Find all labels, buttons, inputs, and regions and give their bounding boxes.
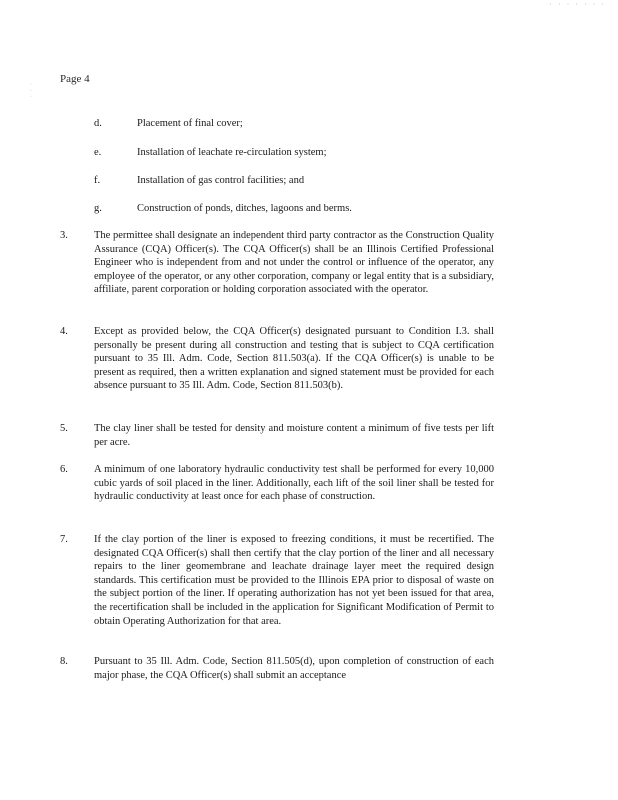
- condition-number: 3.: [60, 230, 68, 241]
- condition-text: The clay liner shall be tested for density and moisture content a minimum of five tests per lift per acre.: [94, 423, 494, 448]
- list-marker: g.: [94, 203, 102, 214]
- list-text: Installation of leachate re-circulation system;: [137, 147, 327, 158]
- condition-number: 7.: [60, 534, 68, 545]
- condition-text: Pursuant to 35 Ill. Adm. Code, Section 811.505(d), upon completion of construction of each major phase, the CQA Officer(s) shall submit an acceptance: [94, 656, 494, 681]
- condition-number: 6.: [60, 464, 68, 475]
- condition-text: The permittee shall designate an independent third party contractor as the Construction Quality Assurance (CQA) Officer(s). The CQA Officer(s) shall be an Illinois Certified Professional Engineer who is independent from and not under the control or influence of the operator, any employee of the operator, or any other corporation, company or legal entity that is a subsidiary, affiliate, parent corporation or holding corporation associated with the operator.: [94, 230, 494, 296]
- page-number: Page 4: [60, 73, 90, 85]
- condition-text: Except as provided below, the CQA Officer(s) designated pursuant to Condition I.3. shall personally be present during all construction and testing that is subject to CQA certification pursuant to 35 Ill. Adm. Code, Section 811.503(a). If the CQA Officer(s) is unable to be present as required, then a written explanation and signed statement must be provided for each absence pursuant to 35 Ill. Adm. Code, Section 811.503(b).: [94, 326, 494, 392]
- condition-number: 5.: [60, 423, 68, 434]
- condition-number: 4.: [60, 326, 68, 337]
- condition-text: A minimum of one laboratory hydraulic conductivity test shall be performed for every 10,000 cubic yards of soil placed in the liner. Additionally, each lift of the soil liner shall be tested for hydraulic conductivity at least once for each phase of construction.: [94, 464, 494, 503]
- scan-artifact-margin: · · ·: [30, 82, 32, 100]
- list-text: Installation of gas control facilities; and: [137, 175, 305, 186]
- list-marker: d.: [94, 118, 102, 129]
- scan-artifact: · · · · · · ·: [549, 0, 606, 9]
- condition-number: 8.: [60, 656, 68, 667]
- list-marker: f.: [94, 175, 101, 186]
- list-marker: e.: [94, 147, 102, 158]
- condition-text: If the clay portion of the liner is exposed to freezing conditions, it must be recertified. The designated CQA Officer(s) shall then certify that the clay portion of the liner and all necessary repairs to the liner geomembrane and leachate drainage layer meet the required design standards. This certification must be provided to the Illinois EPA prior to disposal of waste on the subject portion of the liner. If operating authorization has not yet been issued for that area, the recertification shall be included in the application for Significant Modification of Permit to obtain Operating Authorization for that area.: [94, 534, 494, 627]
- list-text: Construction of ponds, ditches, lagoons and berms.: [137, 203, 352, 214]
- list-text: Placement of final cover;: [137, 118, 243, 129]
